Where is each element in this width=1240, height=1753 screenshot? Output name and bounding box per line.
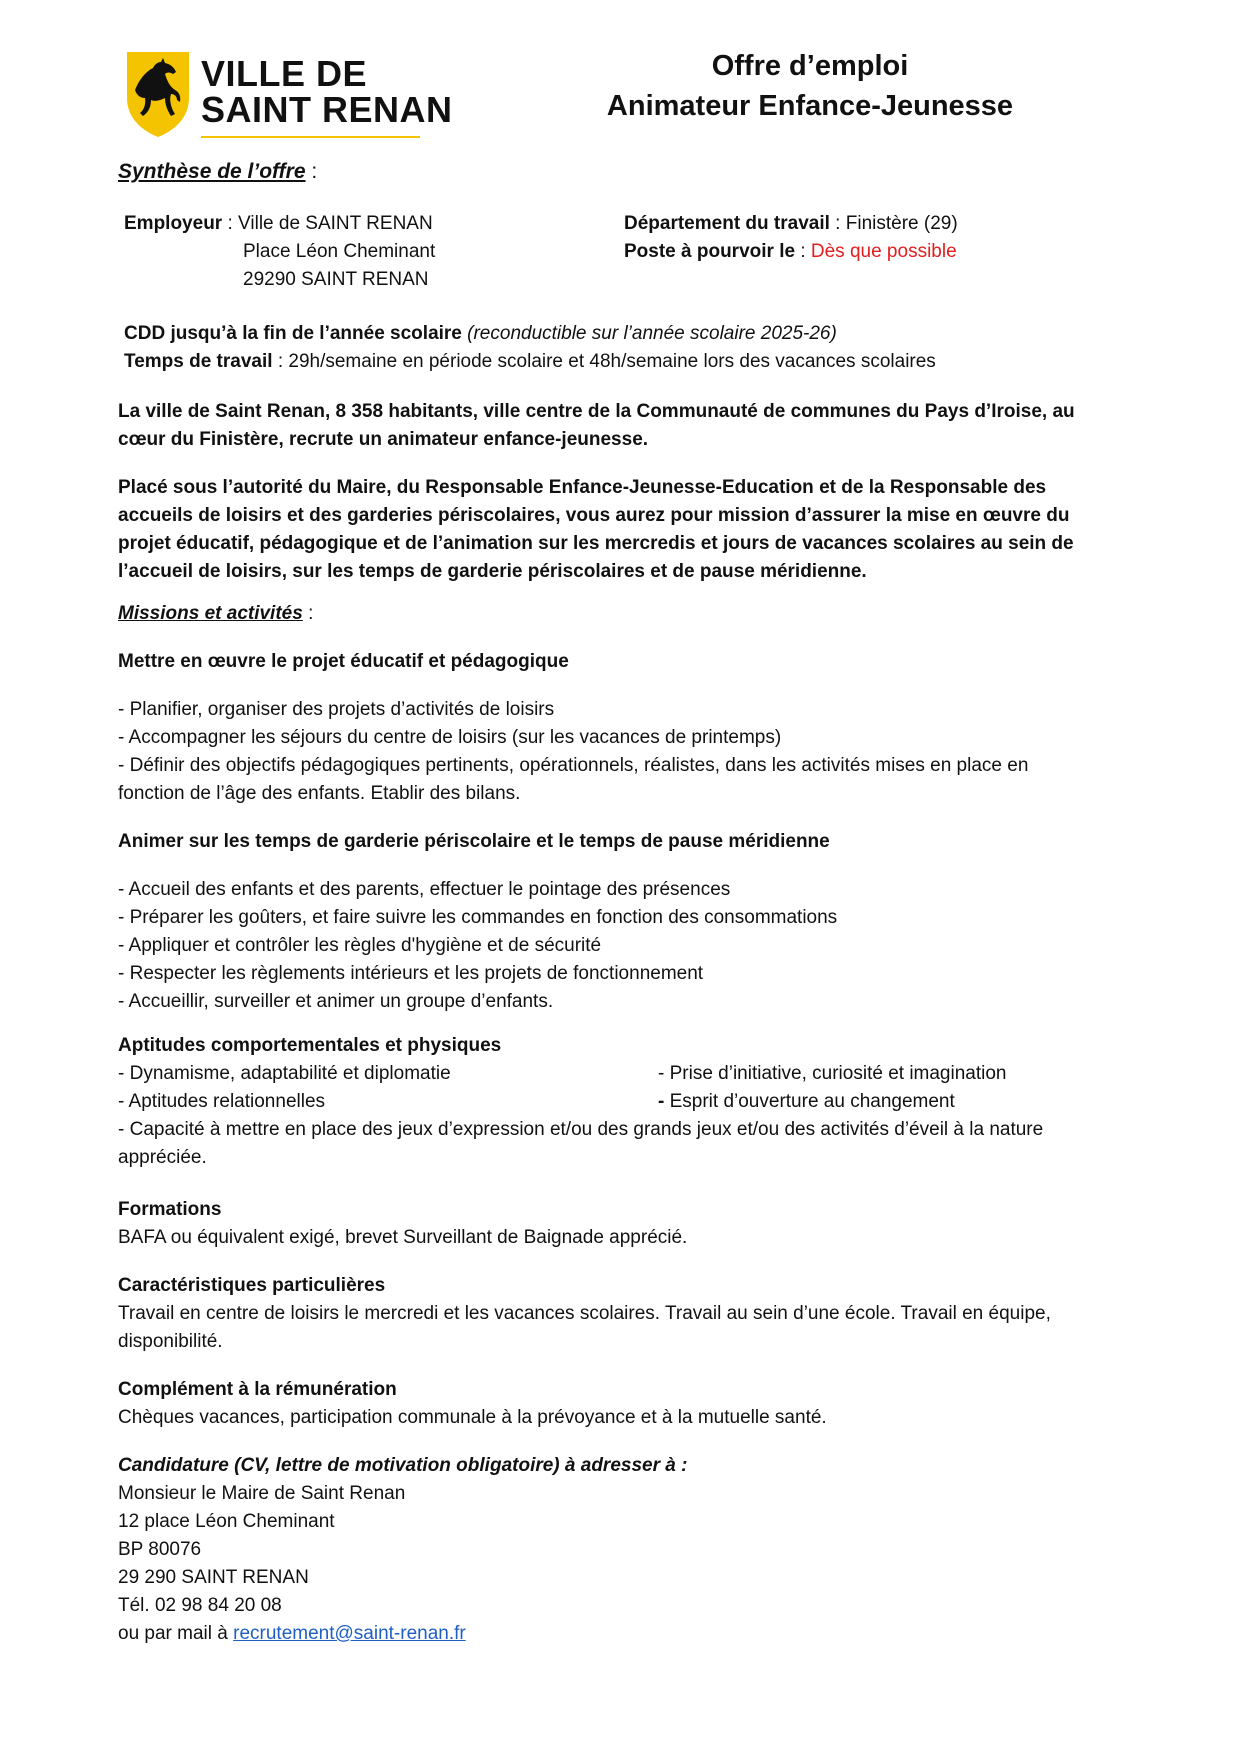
title-line-2: Animateur Enfance-Jeunesse: [606, 90, 1014, 122]
list-item: - Accueil des enfants et des parents, effectuer le pointage des présences: [118, 879, 731, 900]
aptitude-item: - Aptitudes relationnelles: [118, 1091, 326, 1112]
section-2-list: [118, 876, 1128, 1016]
intro1-line-1: La ville de Saint Renan, 8 358 habitants, ville centre de la Communauté de communes du Pays d’Iroise, au: [118, 401, 1075, 422]
cdd-label: CDD jusqu’à la fin de l’année scolaire: [124, 323, 462, 344]
aptitude-item: Esprit d’ouverture au changement: [664, 1091, 955, 1112]
phone-line: Tél. 02 98 84 20 08: [118, 1595, 282, 1616]
address-line: Monsieur le Maire de Saint Renan: [118, 1483, 406, 1504]
aptitudes-left: [118, 1060, 451, 1116]
departement-block: [624, 210, 958, 266]
document-title: [570, 46, 1050, 126]
logo-underline: [201, 136, 420, 138]
complement-text: Chèques vacances, participation communale à la prévoyance et à la mutuelle santé.: [118, 1407, 827, 1428]
section-1-list: [118, 696, 1128, 808]
list-item: - Accueillir, surveiller et animer un groupe d’enfants.: [118, 991, 554, 1012]
caracteristiques-title: Caractéristiques particulières: [118, 1275, 386, 1296]
list-item: - Planifier, organiser des projets d’activités de loisirs: [118, 699, 555, 720]
missions-suffix: :: [302, 603, 314, 624]
address-line: 29 290 SAINT RENAN: [118, 1567, 309, 1588]
email-link[interactable]: recrutement@saint-renan.fr: [233, 1623, 466, 1644]
poste-value: Dès que possible: [810, 241, 957, 262]
intro-paragraph-1: [118, 398, 1128, 454]
candidature-title: Candidature (CV, lettre de motivation obligatoire) à adresser à :: [118, 1455, 688, 1476]
caracteristiques-line-1: Travail en centre de loisirs le mercredi et les vacances scolaires. Travail au sein d’une école. Travail en équipe,: [118, 1303, 1051, 1324]
list-item: fonction de l’âge des enfants. Etablir des bilans.: [118, 783, 521, 804]
employeur-line-3: 29290 SAINT RENAN: [243, 269, 429, 290]
mail-prefix: ou par mail à: [118, 1623, 234, 1644]
aptitude-line-4: appréciée.: [118, 1147, 207, 1168]
intro2-line-1: Placé sous l’autorité du Maire, du Responsable Enfance-Jeunesse-Education et de la Responsable des: [118, 477, 1047, 498]
caracteristiques-line-2: disponibilité.: [118, 1331, 223, 1352]
intro2-line-2: accueils de loisirs et des garderies périscolaires, vous aurez pour mission d’assurer la mise en œuvre du: [118, 505, 1070, 526]
aptitude-dash: -: [658, 1091, 665, 1112]
cdd-note: (reconductible sur l’année scolaire 2025-26): [461, 323, 837, 344]
candidature-section: [118, 1452, 1128, 1648]
list-item: - Préparer les goûters, et faire suivre les commandes en fonction des consommations: [118, 907, 838, 928]
ville-de-saint-renan-logo: [125, 50, 453, 144]
missions-heading: [118, 600, 313, 628]
departement-label: Département du travail: [624, 213, 830, 234]
employeur-line-1: Ville de SAINT RENAN: [238, 213, 433, 234]
formations-section: [118, 1196, 1128, 1252]
list-item: - Accompagner les séjours du centre de loisirs (sur les vacances de printemps): [118, 727, 782, 748]
formations-text: BAFA ou équivalent exigé, brevet Surveillant de Baignade apprécié.: [118, 1227, 688, 1248]
temps-value: : 29h/semaine en période scolaire et 48h/semaine lors des vacances scolaires: [272, 351, 936, 372]
formations-title: Formations: [118, 1199, 222, 1220]
section-1-title: Mettre en œuvre le projet éducatif et pédagogique: [118, 651, 569, 672]
aptitudes-extra: [118, 1116, 1128, 1172]
employeur-block: [124, 210, 435, 294]
title-line-1: Offre d’emploi: [711, 50, 909, 82]
list-item: - Appliquer et contrôler les règles d'hygiène et de sécurité: [118, 935, 602, 956]
address-line: 12 place Léon Cheminant: [118, 1511, 335, 1532]
missions-label: Missions et activités: [118, 603, 303, 624]
poste-sep: :: [795, 241, 811, 262]
intro2-line-3: projet éducatif, pédagogique et de l’animation sur les mercredis et jours de vacances scolaires au sein de: [118, 533, 1074, 554]
temps-label: Temps de travail: [124, 351, 273, 372]
caracteristiques-section: [118, 1272, 1128, 1356]
employeur-line-2: Place Léon Cheminant: [243, 241, 436, 262]
list-item: - Respecter les règlements intérieurs et les projets de fonctionnement: [118, 963, 704, 984]
aptitudes-title: Aptitudes comportementales et physiques: [118, 1035, 502, 1056]
synthese-heading: [118, 158, 317, 186]
poste-label: Poste à pourvoir le: [624, 241, 796, 262]
aptitude-line-3: - Capacité à mettre en place des jeux d’expression et/ou des grands jeux et/ou des activités d’éveil à la nature: [118, 1119, 1044, 1140]
intro2-line-4: l’accueil de loisirs, sur les temps de garderie périscolaires et de pause méridienne.: [118, 561, 867, 582]
aptitudes-right: [658, 1060, 1007, 1116]
aptitude-item: - Prise d’initiative, curiosité et imagination: [658, 1063, 1007, 1084]
address-line: BP 80076: [118, 1539, 202, 1560]
list-item: - Définir des objectifs pédagogiques pertinents, opérationnels, réalistes, dans les activités mises en place en: [118, 755, 1029, 776]
complement-section: [118, 1376, 1128, 1432]
logo-line-1: VILLE DE: [201, 53, 368, 94]
intro1-line-2: cœur du Finistère, recrute un animateur enfance-jeunesse.: [118, 429, 649, 450]
synthese-suffix: :: [305, 160, 318, 183]
synthese-label: Synthèse de l’offre: [118, 160, 306, 183]
contract-info: [124, 320, 936, 376]
departement-value: : Finistère (29): [829, 213, 958, 234]
complement-title: Complément à la rémunération: [118, 1379, 397, 1400]
logo-line-2: SAINT RENAN: [201, 89, 453, 130]
horse-shield-icon: [125, 50, 191, 138]
intro-paragraph-2: [118, 474, 1128, 586]
employeur-label: Employeur: [124, 213, 223, 234]
section-2-title: Animer sur les temps de garderie périscolaire et le temps de pause méridienne: [118, 831, 830, 852]
aptitude-item: - Dynamisme, adaptabilité et diplomatie: [118, 1063, 451, 1084]
logo-wordmark: [201, 53, 453, 130]
employeur-sep: :: [222, 213, 239, 234]
